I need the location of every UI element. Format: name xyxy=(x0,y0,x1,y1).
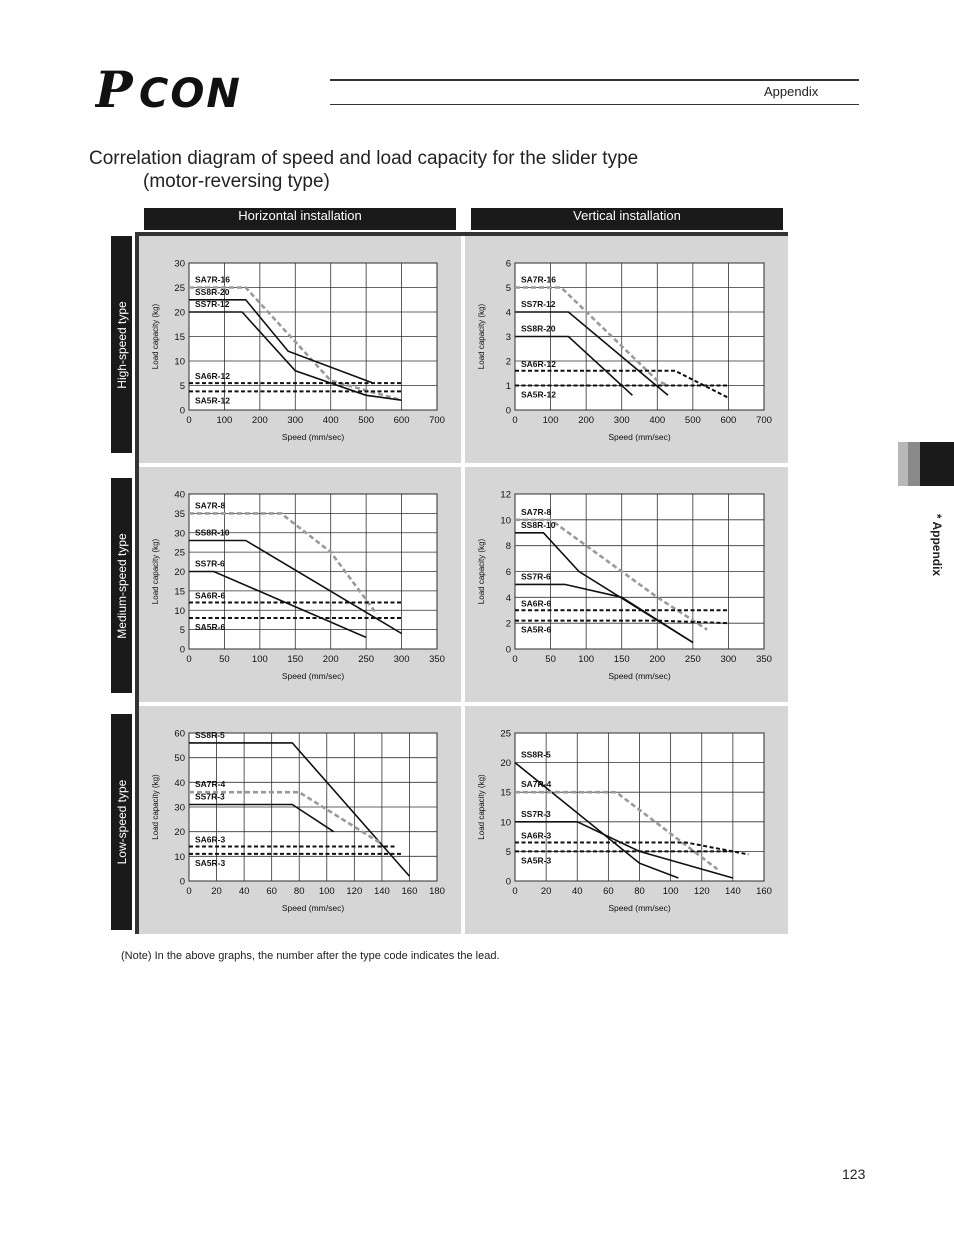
series-label: SA5R-12 xyxy=(195,395,230,406)
y-tick-label: 4 xyxy=(505,307,511,319)
x-tick-label: 140 xyxy=(373,886,390,897)
x-tick-label: 300 xyxy=(287,415,304,426)
x-tick-label: 100 xyxy=(318,886,335,897)
chart-panel-low-horizontal xyxy=(139,706,461,934)
x-axis-label: Speed (mm/sec) xyxy=(281,432,345,442)
x-tick-label: 0 xyxy=(512,415,518,426)
series-label: SS8R-5 xyxy=(521,749,551,760)
x-tick-label: 0 xyxy=(186,654,192,665)
x-tick-label: 200 xyxy=(322,654,339,665)
side-tab-mid xyxy=(908,442,920,486)
x-tick-label: 100 xyxy=(216,415,233,426)
series-label: SA7R-8 xyxy=(521,506,552,517)
y-tick-label: 12 xyxy=(500,489,511,501)
x-tick-label: 20 xyxy=(211,886,222,897)
x-tick-label: 160 xyxy=(401,886,418,897)
y-tick-label: 10 xyxy=(174,356,185,368)
x-tick-label: 300 xyxy=(613,415,630,426)
x-tick-label: 100 xyxy=(542,415,559,426)
series-label: SA6R-6 xyxy=(521,598,552,609)
y-tick-label: 25 xyxy=(174,283,185,294)
x-tick-label: 120 xyxy=(346,886,363,897)
y-tick-label: 20 xyxy=(174,307,185,319)
y-tick-label: 30 xyxy=(174,802,185,814)
row-label-low-speed xyxy=(111,714,132,930)
y-axis-label: Load capacity (kg) xyxy=(477,774,486,840)
x-tick-label: 300 xyxy=(393,654,410,665)
chart-panel-medium-horizontal xyxy=(139,467,461,702)
series-label: SA6R-6 xyxy=(195,590,226,601)
series-label: SS8R-10 xyxy=(195,527,230,538)
y-tick-label: 60 xyxy=(174,728,185,740)
x-tick-label: 50 xyxy=(545,654,556,665)
series-label: SA7R-16 xyxy=(195,274,230,285)
header-rule-lower xyxy=(330,104,859,105)
y-tick-label: 40 xyxy=(174,489,185,501)
svg-text:CON: CON xyxy=(139,71,242,111)
y-tick-label: 5 xyxy=(179,381,185,392)
series-label: SS7R-3 xyxy=(195,791,225,802)
chart-svg xyxy=(465,236,788,463)
side-tab-dark xyxy=(920,442,954,486)
x-tick-label: 60 xyxy=(266,886,277,897)
x-tick-label: 100 xyxy=(578,654,595,665)
y-tick-label: 0 xyxy=(505,876,511,888)
x-tick-label: 0 xyxy=(186,886,192,897)
y-tick-label: 0 xyxy=(179,644,185,656)
y-tick-label: 4 xyxy=(505,592,511,604)
row-label-text: Low-speed type xyxy=(114,779,129,865)
y-axis-label: Load capacity (kg) xyxy=(151,303,160,370)
x-tick-label: 200 xyxy=(649,654,666,665)
y-axis-label: Load capacity (kg) xyxy=(151,774,160,840)
y-tick-label: 20 xyxy=(174,567,185,578)
chart-svg xyxy=(139,236,461,463)
series-label: SA6R-3 xyxy=(195,834,226,845)
x-tick-label: 700 xyxy=(429,415,445,426)
x-tick-label: 250 xyxy=(684,654,701,665)
x-tick-label: 40 xyxy=(238,886,250,897)
page-title-line2: (motor-reversing type) xyxy=(143,171,330,192)
y-tick-label: 10 xyxy=(174,851,185,863)
chart-panel-high-vertical xyxy=(465,236,788,463)
svg-text:P: P xyxy=(95,63,133,111)
series-label: SS7R-6 xyxy=(521,571,551,582)
column-header-vertical xyxy=(471,208,783,230)
y-tick-label: 20 xyxy=(174,827,185,839)
page-title xyxy=(89,147,638,193)
y-tick-label: 30 xyxy=(174,258,185,270)
y-tick-label: 8 xyxy=(505,541,511,553)
header-rule xyxy=(330,79,859,81)
x-tick-label: 100 xyxy=(251,654,268,665)
row-label-text: High-speed type xyxy=(114,300,129,389)
footnote: (Note) In the above graphs, the number after the type code indicates the lead. xyxy=(121,950,500,962)
header-section: Appendix xyxy=(764,84,819,99)
x-tick-label: 80 xyxy=(293,886,305,897)
series-label: SA7R-16 xyxy=(521,274,556,285)
y-tick-label: 2 xyxy=(505,618,511,630)
y-tick-label: 6 xyxy=(505,258,511,270)
x-tick-label: 350 xyxy=(756,654,772,665)
row-label-high-speed xyxy=(111,236,132,453)
y-tick-label: 50 xyxy=(174,753,185,765)
series-label: SA5R-3 xyxy=(521,855,552,866)
x-tick-label: 200 xyxy=(251,415,268,426)
column-header-label: Horizontal installation xyxy=(238,208,362,223)
series-label: SS8R-20 xyxy=(195,286,230,297)
y-tick-label: 5 xyxy=(179,625,185,637)
y-axis-label: Load capacity (kg) xyxy=(477,538,486,605)
y-tick-label: 25 xyxy=(174,547,185,559)
x-axis-label: Speed (mm/sec) xyxy=(608,903,671,913)
y-tick-label: 10 xyxy=(500,817,511,829)
series-label: SA6R-12 xyxy=(195,371,230,382)
x-axis-label: Speed (mm/sec) xyxy=(608,432,671,442)
x-tick-label: 150 xyxy=(287,654,304,665)
x-tick-label: 600 xyxy=(393,415,410,426)
series-label: SA7R-8 xyxy=(195,500,226,511)
y-tick-label: 10 xyxy=(174,605,185,617)
pcon-logo xyxy=(95,63,335,111)
series-label: SS7R-12 xyxy=(521,299,556,309)
series-label: SA7R-4 xyxy=(521,779,552,790)
x-tick-label: 250 xyxy=(358,654,375,665)
y-tick-label: 10 xyxy=(500,515,511,527)
y-tick-label: 6 xyxy=(505,567,511,578)
chart-svg xyxy=(139,467,461,702)
y-tick-label: 15 xyxy=(500,787,511,799)
x-tick-label: 120 xyxy=(693,886,710,897)
chart-panel-low-vertical xyxy=(465,706,788,934)
x-tick-label: 140 xyxy=(724,886,741,897)
row-label-medium-speed xyxy=(111,478,132,693)
y-tick-label: 0 xyxy=(505,644,511,656)
x-tick-label: 180 xyxy=(429,886,445,897)
series-label: SS8R-10 xyxy=(521,519,556,530)
y-tick-label: 35 xyxy=(174,508,185,520)
page-number: 123 xyxy=(842,1166,866,1182)
series-label: SS8R-5 xyxy=(195,729,225,740)
x-tick-label: 700 xyxy=(756,415,772,426)
x-tick-label: 400 xyxy=(649,415,666,426)
y-tick-label: 5 xyxy=(505,846,511,858)
series-label: SA5R-3 xyxy=(195,857,226,868)
x-tick-label: 400 xyxy=(322,415,339,426)
series-label: SA6R-3 xyxy=(521,830,552,841)
column-header-label: Vertical installation xyxy=(573,208,681,223)
x-tick-label: 50 xyxy=(219,654,230,665)
chart-svg xyxy=(465,467,788,702)
chart-svg xyxy=(465,706,788,934)
side-tab-text: * Appendix xyxy=(930,513,944,577)
y-tick-label: 0 xyxy=(179,876,185,888)
series-label: SA5R-6 xyxy=(195,622,226,632)
y-axis-label: Load capacity (kg) xyxy=(477,303,486,370)
series-label: SA7R-4 xyxy=(195,779,226,790)
series-label: SA5R-12 xyxy=(521,389,556,400)
x-tick-label: 160 xyxy=(756,886,772,897)
y-axis-label: Load capacity (kg) xyxy=(151,538,160,605)
series-label: SA6R-12 xyxy=(521,358,556,369)
x-tick-label: 100 xyxy=(662,886,679,897)
x-tick-label: 0 xyxy=(186,415,192,426)
chart-panel-high-horizontal xyxy=(139,236,461,463)
x-axis-label: Speed (mm/sec) xyxy=(608,671,671,681)
x-tick-label: 350 xyxy=(429,654,445,665)
x-axis-label: Speed (mm/sec) xyxy=(281,671,345,681)
series-label: SA5R-6 xyxy=(521,624,552,635)
x-tick-label: 600 xyxy=(720,415,737,426)
x-tick-label: 40 xyxy=(571,886,583,897)
x-tick-label: 80 xyxy=(634,886,645,897)
y-tick-label: 0 xyxy=(179,405,185,417)
series-label: SS7R-12 xyxy=(195,299,230,309)
x-tick-label: 150 xyxy=(613,654,630,665)
x-tick-label: 500 xyxy=(684,415,701,426)
y-tick-label: 25 xyxy=(500,728,511,740)
y-tick-label: 15 xyxy=(174,332,185,343)
x-tick-label: 0 xyxy=(512,654,518,665)
column-header-horizontal xyxy=(144,208,456,230)
x-tick-label: 300 xyxy=(720,654,737,665)
series-label: SS7R-6 xyxy=(195,558,225,569)
y-tick-label: 0 xyxy=(505,405,511,417)
chart-svg xyxy=(139,706,461,934)
x-axis-label: Speed (mm/sec) xyxy=(281,903,345,913)
y-tick-label: 3 xyxy=(505,332,511,343)
chart-panel-medium-vertical xyxy=(465,467,788,702)
x-tick-label: 500 xyxy=(358,415,375,426)
y-tick-label: 15 xyxy=(174,586,185,598)
series-label: SS8R-20 xyxy=(521,323,556,334)
x-tick-label: 60 xyxy=(603,886,614,897)
y-tick-label: 20 xyxy=(500,758,511,770)
y-tick-label: 30 xyxy=(174,528,185,540)
x-tick-label: 200 xyxy=(578,415,595,426)
y-tick-label: 5 xyxy=(505,283,511,294)
y-tick-label: 1 xyxy=(505,381,511,392)
page-title-line1: Correlation diagram of speed and load capacity for the slider type xyxy=(89,148,639,169)
row-label-text: Medium-speed type xyxy=(114,532,129,639)
x-tick-label: 0 xyxy=(512,886,518,897)
x-tick-label: 20 xyxy=(540,886,552,897)
series-label: SS7R-3 xyxy=(521,808,551,819)
y-tick-label: 40 xyxy=(174,777,185,789)
y-tick-label: 2 xyxy=(505,356,511,368)
side-tab-label xyxy=(927,500,947,590)
